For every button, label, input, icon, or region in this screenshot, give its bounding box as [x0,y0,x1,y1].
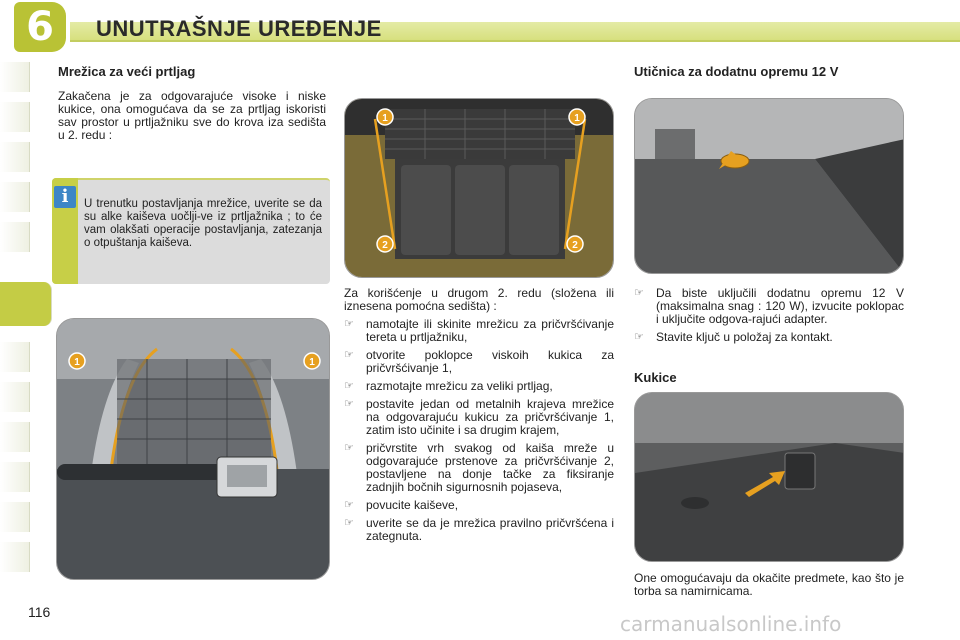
section-title-net: Mrežica za veći prtljag [58,64,196,79]
chapter-number: 6 [26,4,54,50]
list-item: ☞ namotajte ili skinite mrežicu za pričvršćivanje tereta u prtljažniku, [344,317,614,344]
chapter-tab-11[interactable] [0,502,30,532]
photo-net-installed [56,318,330,580]
bullet-hand-icon: ☞ [344,517,354,529]
chapter-tab-12[interactable] [0,542,30,572]
bullet-hand-icon: ☞ [344,318,354,330]
list-item: ☞ pričvrstite vrh svakog od kaiša mreže u odgovarajuće prstenove za pričvršćivanje 2, postavljene na donje tačke za fiksiranje zadnjih bočnih sigurnosnih pojaseva, [344,441,614,494]
chapter-tabs [0,62,32,582]
chapter-tab-3[interactable] [0,142,30,172]
info-icon: i [54,186,76,208]
bullet-hand-icon: ☞ [634,331,644,343]
hook-label-1-right: 1 [309,357,315,368]
chapter-tab-4[interactable] [0,182,30,212]
list-item: ☞ Stavite ključ u položaj za kontakt. [634,330,833,344]
chapter-tab-5[interactable] [0,222,30,252]
chapter-tab-9[interactable] [0,422,30,452]
list-item: ☞ otvorite poklopce viskoih kukica za pričvršćivanje 1, [344,348,614,375]
bullet-hand-icon: ☞ [344,499,354,511]
bullet-hand-icon: ☞ [344,349,354,361]
bullet-hand-icon: ☞ [344,380,354,392]
list-item: ☞ Da biste uključili dodatnu opremu 12 V (maksimalna snag : 120 W), izvucite poklopac i uključite odgova-rajući adapter. [634,286,904,326]
hooks-caption: One omogućavaju da okačite predmete, kao što je torba sa namirnicama. [634,571,904,598]
chapter-tab-2[interactable] [0,102,30,132]
chapter-tab-10[interactable] [0,462,30,492]
chapter-tab-6-active[interactable] [0,282,52,326]
page-header [0,0,960,56]
socket-steps [634,287,904,349]
net-intro-text: Zakačena je za odgovarajuće visoke i niske kukice, ona omogućava da se za prtljag iskoristi sav prostor u prtljažniku sve do krova iza sedišta u 2. redu : [58,89,326,142]
hook-label-1-left: 1 [382,113,388,124]
list-item: ☞ uverite se da je mrežica pravilno pričvršćena i zategnuta. [344,516,614,543]
photo-bag-hooks [634,392,904,562]
page-title: UNUTRAŠNJE UREĐENJE [96,16,382,41]
ring-label-2-right: 2 [572,240,578,251]
hook-label-1-left: 1 [74,357,80,368]
chapter-tab-7[interactable] [0,342,30,372]
info-text: U trenutku postavljanja mrežice, uverite se da su alke kaiševa uočlji-ve iz prtljažnika ; to će vam olakšati operacije postavljanja, zatezanja o otpuštanja kaiševa. [84,198,322,249]
section-title-socket: Utičnica za dodatnu opremu 12 V [634,64,839,79]
chapter-tab-1[interactable] [0,62,30,92]
section-title-hooks: Kukice [634,370,677,385]
watermark: carmanualsonline.info [620,612,842,636]
bullet-hand-icon: ☞ [634,287,644,299]
page-number: 116 [28,604,51,620]
middle-intro-text: Za korišćenje u drugom 2. redu (složena ili iznesena pomoćna sedišta) : [344,286,614,313]
bullet-hand-icon: ☞ [344,442,354,454]
photo-12v-socket [634,98,904,274]
list-item: ☞ povucite kaiševe, [344,498,459,512]
hook-label-1-right: 1 [574,113,580,124]
ring-label-2-left: 2 [382,240,388,251]
list-item: ☞ postavite jedan od metalnih krajeva mrežice na odgovarajuću kukicu za pričvršćivanje 1, zatim isto učinite i sa drugim krajem, [344,397,614,437]
photo-trunk-overview [344,98,614,278]
list-item: ☞ razmotajte mrežicu za veliki prtljag, [344,379,553,393]
bullet-hand-icon: ☞ [344,398,354,410]
installation-steps [344,318,614,548]
chapter-tab-8[interactable] [0,382,30,412]
